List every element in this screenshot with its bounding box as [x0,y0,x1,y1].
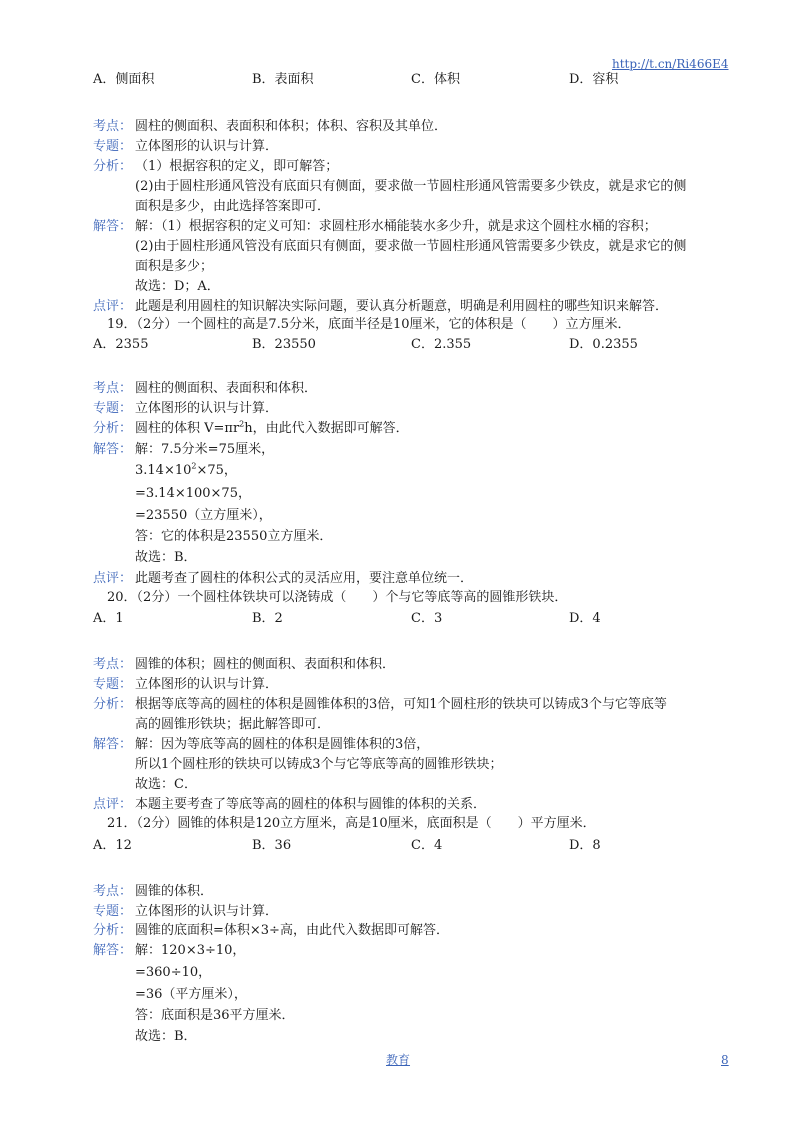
q21-options [93,837,733,855]
q21-kaodian-label: 考点： [93,884,133,899]
q18-fenxi-1: （1）根据容积的定义，即可解答； [135,159,339,174]
q19-jieda-label: 解答： [93,442,133,457]
q21-fenxi: 圆锥的底面积=体积×3÷高，由此代入数据即可解答． [135,923,449,938]
q18-jieda-1: 解：（1）根据容积的定义可知：求圆柱形水桶能装水多少升，就是求这个圆柱水桶的容积； [135,219,657,234]
q19-zhuanti-label: 专题： [93,401,133,416]
q20-fenxi-label: 分析： [93,697,133,712]
q21-zhuanti: 立体图形的认识与计算． [135,904,279,919]
q21-option-d: D．8 [569,838,601,853]
q18-jieda-2: (2)由于圆柱形通风管没有底面只有侧面，要求做一节圆柱形通风管需要多少铁皮，就是求它的侧 [135,239,687,254]
q21-jieda-5: 故选：B． [135,1029,197,1044]
q19-jieda-3: =3.14×100×75， [135,486,251,501]
q19-jieda-6: 故选：B． [135,550,197,565]
q18-jieda-3: 面积是多少； [135,259,214,274]
header-url-link[interactable]: http://t.cn/Ri466E4 [612,57,729,71]
q19-option-d: D．0.2355 [569,337,638,352]
q18-zhuanti-label: 专题： [93,139,133,154]
q19-option-b: B．23550 [252,337,316,352]
q19-zhuanti: 立体图形的认识与计算． [135,401,279,416]
q20-option-d: D．4 [569,611,601,626]
q21-fenxi-label: 分析： [93,923,133,938]
q19-fenxi-label: 分析： [93,421,133,436]
q20-option-c: C．3 [411,611,443,626]
q19-stem: 19．（2分）一个圆柱的高是7.5分米，底面半径是10厘米，它的体积是（ ）立方厘米． [107,317,631,332]
q21-option-c: C．4 [411,838,443,853]
q19-options [93,336,733,354]
q20-fenxi-2: 高的圆锥形铁块；据此解答即可． [135,717,331,732]
q18-options [93,71,733,89]
q21-option-a: A．12 [93,838,132,853]
q19-fenxi [135,420,409,438]
q21-option-b: B．36 [252,838,292,853]
q18-dianping-label: 点评： [93,299,133,314]
q18-kaodian: 圆柱的侧面积、表面积和体积；体积、容积及其单位． [135,119,448,134]
q19-option-c: C．2.355 [411,337,472,352]
q20-option-a: A．1 [93,611,124,626]
q20-jieda-3: 故选：C． [135,777,197,792]
q18-fenxi-2: (2)由于圆柱形通风管没有底面只有侧面，要求做一节圆柱形通风管需要多少铁皮，就是求它的侧 [135,179,687,194]
q19-jieda-2-pre: 3.14×10 [135,463,192,478]
q19-dianping: 此题考查了圆柱的体积公式的灵活应用，要注意单位统一． [135,571,474,586]
q19-jieda-2-post: ×75， [196,463,237,478]
q18-fenxi-label: 分析： [93,159,133,174]
q21-jieda-4: 答：底面积是36平方厘米． [135,1008,295,1023]
q18-option-d: D．容积 [569,72,619,87]
q20-fenxi-1: 根据等底等高的圆柱的体积是圆锥体积的3倍，可知1个圆柱形的铁块可以铸成3个与它等底等 [135,697,667,712]
q19-jieda-5: 答：它的体积是23550立方厘米． [135,529,333,544]
q20-stem: 20．（2分）一个圆柱体铁块可以浇铸成（ ）个与它等底等高的圆锥形铁块． [107,590,568,605]
q19-jieda-2-sup: 2 [191,461,197,471]
q20-kaodian: 圆锥的体积；圆柱的侧面积、表面积和体积． [135,657,396,672]
q20-options [93,610,733,628]
q20-dianping: 本题主要考查了等底等高的圆柱的体积与圆锥的体积的关系． [135,797,487,812]
q21-kaodian: 圆锥的体积． [135,884,214,899]
q18-option-c: C．体积 [411,72,460,87]
q18-jieda-label: 解答： [93,219,133,234]
q20-jieda-1: 解：因为等底等高的圆柱的体积是圆锥体积的3倍， [135,737,430,752]
q19-fenxi-pre: 圆柱的体积 V=πr [135,421,240,436]
q19-kaodian: 圆柱的侧面积、表面积和体积． [135,381,318,396]
q19-fenxi-post: h，由此代入数据即可解答． [244,421,409,436]
q18-fenxi-3: 面积是多少，由此选择答案即可． [135,199,331,214]
q20-jieda-2: 所以1个圆柱形的铁块可以铸成3个与它等底等高的圆锥形铁块； [135,757,503,772]
q21-jieda-3: =36（平方厘米）， [135,987,247,1002]
q18-kaodian-label: 考点： [93,119,133,134]
q19-jieda-4: =23550（立方厘米）， [135,508,272,523]
q18-option-a: A．侧面积 [93,72,155,87]
q19-kaodian-label: 考点： [93,381,133,396]
q21-jieda-2: =360÷10， [135,965,212,980]
q19-fenxi-sup: 2 [239,419,245,429]
q20-dianping-label: 点评： [93,797,133,812]
q20-option-b: B．2 [252,611,283,626]
q18-option-b: B．表面积 [252,72,314,87]
q18-zhuanti: 立体图形的认识与计算． [135,139,279,154]
q20-kaodian-label: 考点： [93,657,133,672]
q19-option-a: A．2355 [93,337,149,352]
q20-zhuanti: 立体图形的认识与计算． [135,677,279,692]
q19-dianping-label: 点评： [93,571,133,586]
q20-jieda-label: 解答： [93,737,133,752]
q19-jieda-1: 解：7.5分米=75厘米， [135,442,275,457]
q21-stem: 21．（2分）圆锥的体积是120立方厘米，高是10厘米，底面积是（ ）平方厘米． [107,816,596,831]
q21-jieda-label: 解答： [93,943,133,958]
q18-jieda-4: 故选：D；A． [135,279,220,294]
q18-dianping: 此题是利用圆柱的知识解决实际问题，要认真分析题意，明确是利用圆柱的哪些知识来解答． [135,299,669,314]
q21-jieda-1: 解：120×3÷10， [135,943,246,958]
footer-center-link[interactable]: 教育 [386,1053,411,1067]
q19-jieda-2 [135,462,237,480]
q20-zhuanti-label: 专题： [93,677,133,692]
q21-zhuanti-label: 专题： [93,904,133,919]
page-number: 8 [721,1053,729,1067]
